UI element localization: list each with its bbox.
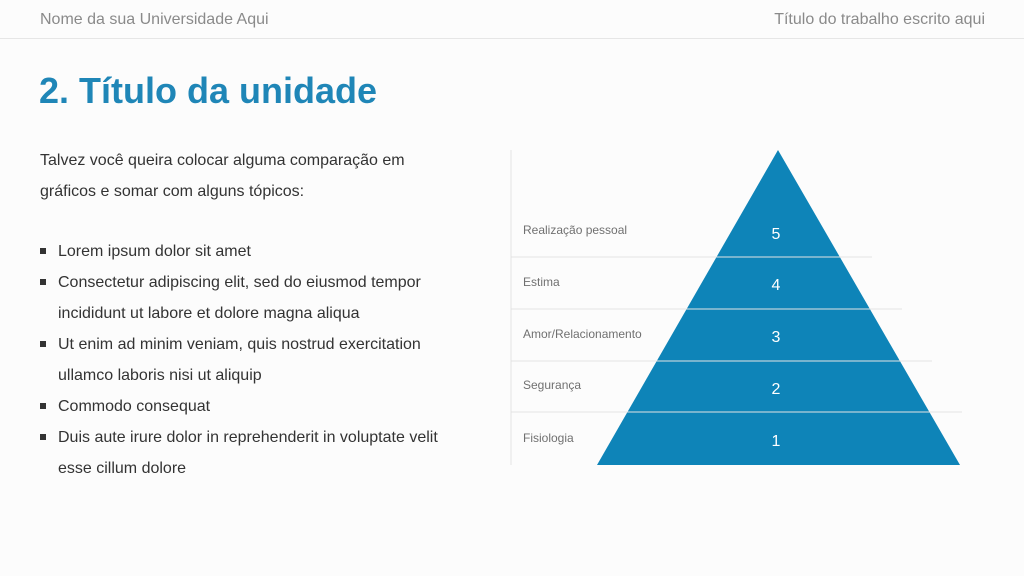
bullet-marker [40,248,46,254]
pyramid-triangle [597,150,960,465]
bullet-marker [40,279,46,285]
bullet-item [40,267,470,329]
work-title: Título do trabalho escrito aqui [774,11,985,28]
bullet-marker [40,403,46,409]
pyramid-diagram [505,145,975,475]
bullet-text: Duis aute irure dolor in reprehenderit in voluptate velit esse cillum dolore [58,429,438,477]
level-label-4: Estima [523,275,560,289]
bullet-item [40,391,470,422]
university-name: Nome da sua Universidade Aqui [40,11,269,28]
bullet-text: Consectetur adipiscing elit, sed do eiusmod tempor incididunt ut labore et dolore magna aliqua [58,274,421,322]
slide-title: 2. Título da unidade [39,70,378,111]
bullet-marker [40,434,46,440]
level-number-2: 2 [771,381,781,398]
level-label-3: Amor/Relacionamento [523,327,642,341]
bullet-list [40,236,470,484]
bullet-marker [40,341,46,347]
level-label-1: Fisiologia [523,431,574,445]
bullet-text: Lorem ipsum dolor sit amet [58,243,251,260]
bullet-item [40,422,470,484]
level-label-5: Realização pessoal [523,223,628,237]
bullet-text: Ut enim ad minim veniam, quis nostrud exercitation ullamco laboris nisi ut aliquip [58,336,421,384]
bullet-item [40,329,470,391]
level-number-1: 1 [771,433,781,450]
intro-text: Talvez você queira colocar alguma comparação em gráficos e somar com alguns tópicos: [40,152,405,200]
slide-header [0,0,1024,39]
bullet-text: Commodo consequat [58,398,211,415]
bullet-item [40,236,470,267]
level-number-5: 5 [771,226,781,243]
level-number-3: 3 [771,329,781,346]
level-number-4: 4 [771,277,781,294]
level-label-2: Segurança [523,378,582,392]
